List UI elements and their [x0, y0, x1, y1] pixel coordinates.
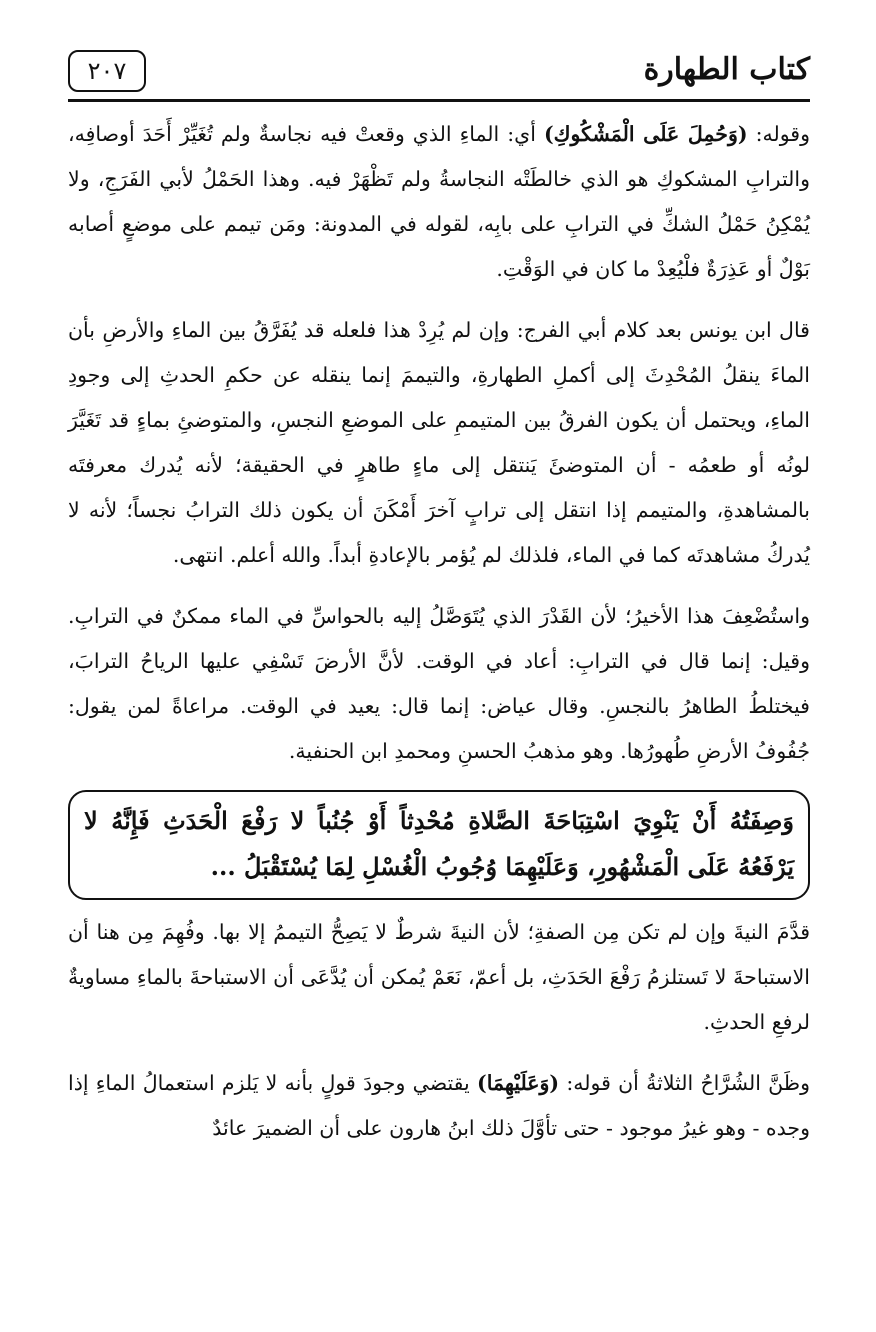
page-body — [68, 112, 810, 1167]
paragraph-5 — [68, 1061, 810, 1151]
paragraph-1 — [68, 112, 810, 292]
paragraph-text: يقتضي وجودَ قولٍ بأنه لا يَلزم استعمالُ الماءِ إذا وجده - وهو غيرُ موجود - حتى تأوَّلَ ذلك ابنُ هارون على أن الضميرَ عائدٌ — [68, 1071, 810, 1140]
page-number-box — [68, 50, 146, 92]
paragraph-lead: وظَنَّ الشُرَّاحُ الثلاثةُ أن قوله: — [559, 1071, 811, 1095]
page-header — [68, 50, 810, 102]
page-number: ٢٠٧ — [87, 57, 127, 85]
paragraph-3 — [68, 594, 810, 774]
paragraph-text: قال ابن يونس بعد كلام أبي الفرج: وإن لم يُرِدْ هذا فلعله قد يُفَرَّقُ بين الماءِ والأرضِ بأن الماءَ ينقلُ المُحْدِثَ إلى أكملِ الطهارةِ، والتيممَ إنما ينقله عن حكمِ الحدثِ إلى وجودِ الماءِ، ويحتمل أن يكون الفرقُ بين المتيممِ على الموضعِ النجسِ، والمتوضئِ بماءٍ قد تَغَيَّرَ لونُه أو طعمُه - أن المتوضئَ يَنتقل إلى ماءٍ طاهرٍ في الحقيقة؛ لأنه يُدرك معرفتَه بالمشاهدةِ، والمتيمم إذا انتقل إلى ترابٍ آخرَ أَمْكَنَ أن يكون ذلك الترابُ نجساً؛ لأنه لا يُدركُ مشاهدتَه كما في الماء، فلذلك لم يُؤمر بالإعادةِ أبداً. والله أعلم. انتهى. — [68, 318, 810, 567]
header-rule — [68, 99, 810, 102]
paragraph-text: قدَّمَ النيةَ وإن لم تكن مِن الصفةِ؛ لأن النيةَ شرطٌ لا يَصِحُّ التيممُ إلا بها. وفُهِمَ مِن هنا أن الاستباحةَ لا تَستلزمُ رَفْعَ الحَدَثِ، بل أعمّ، نَعَمْ يُمكن أن يُدَّعَى أن الاستباحةَ بالماءِ مساويةٌ لرفعِ الحدثِ. — [68, 920, 810, 1034]
paragraph-2 — [68, 308, 810, 578]
book-title: كتاب الطهارة — [643, 52, 810, 87]
matn-text: وَصِفَتُهُ أَنْ يَنْوِيَ اسْتِبَاحَةَ الصَّلاةِ مُحْدِثاً أَوْ جُنُباً لا رَفْعَ الْحَدَثِ فَإِنَّهُ لا يَرْفَعُهُ عَلَى الْمَشْهُورِ، وَعَلَيْهِمَا وُجُوبُ الْغُسْلِ لِمَا يُسْتَقْبَلُ ... — [84, 806, 794, 881]
paragraph-text: واستُضْعِفَ هذا الأخيرُ؛ لأن القَدْرَ الذي يُتَوَصَّلُ إليه بالحواسِّ في الماء ممكنٌ في الترابِ. وقيل: إنما قال في الترابِ: أعاد في الوقت. لأنَّ الأرضَ تَسْفِي عليها الرياحُ الترابَ، فيختلطُ الطاهرُ بالنجسِ. وقال عياض: إنما قال: يعيد في الوقت. مراعاةً لمن يقول: جُفُوفُ الأرضِ طُهورُها. وهو مذهبُ الحسنِ ومحمدِ ابن الحنفية. — [68, 604, 810, 763]
quoted-matn: (وَعَلَيْهِمَا) — [477, 1071, 560, 1095]
matn-box — [68, 790, 810, 900]
paragraph-4 — [68, 910, 810, 1045]
quoted-matn: (وَحُمِلَ عَلَى الْمَشْكُوكِ) — [543, 122, 748, 146]
paragraph-text: أي: الماءِ الذي وقعتْ فيه نجاسةٌ ولم تُغَيِّرْ أَحَدَ أوصافِه، والترابِ المشكوكِ هو الذي خالطَتْه النجاسةُ ولم تَظْهَرْ فيه. وهذا الحَمْلُ لأبي الفَرَجِ، ولا يُمْكِنُ حَمْلُ الشكِّ في الترابِ على بابِه، لقوله في المدونة: ومَن تيمم على موضعٍ أصابه بَوْلٌ أو عَذِرَةٌ فلْيُعِدْ ما كان في الوَقْتِ. — [68, 122, 810, 281]
paragraph-lead: وقوله: — [747, 122, 811, 146]
